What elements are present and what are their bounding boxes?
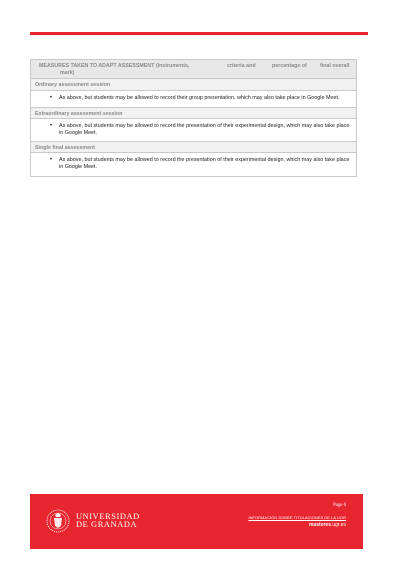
section-item-text: As above, but students may be allowed to record the presentation of their experimental design, which may also take place in Google Meet. xyxy=(59,157,350,171)
section-body-ordinary xyxy=(31,91,356,107)
header-col-criteria: criteria and xyxy=(227,63,256,69)
section-title-ordinary: Ordinary assessment session xyxy=(31,79,356,91)
bullet-icon: • xyxy=(50,157,53,164)
top-red-rule xyxy=(30,32,368,35)
section-title-single-final: Single final assessment xyxy=(31,141,356,153)
university-name-line1: UNIVERSIDAD xyxy=(76,512,140,521)
section-body-single-final xyxy=(31,153,356,176)
header-col-measures xyxy=(39,63,209,76)
university-seal-icon xyxy=(46,508,70,534)
section-title-extraordinary: Extraordinary assessment session xyxy=(31,107,356,119)
bullet-icon: • xyxy=(50,95,53,101)
header-col-final: final overall xyxy=(320,63,350,69)
section-body-extraordinary xyxy=(31,119,356,142)
bullet-icon: • xyxy=(50,122,53,129)
site-link-rest: .ugr.es xyxy=(330,522,346,528)
site-link-bold: masteres xyxy=(309,522,331,528)
site-link[interactable] xyxy=(309,522,346,528)
university-name xyxy=(76,513,140,530)
info-link[interactable]: INFORMACIÓN SOBRE TITULACIONES DE LA UGR xyxy=(248,515,346,520)
table-header xyxy=(31,60,356,79)
section-item-text: As above, but students may be allowed to record the presentation of their experimental design, which may also take place in Google Meet. xyxy=(59,122,350,136)
section-item-text: As above, but students may be allowed to record their group presentation, which may also take place in Google Meet. xyxy=(59,95,340,101)
page-number: Page 6 xyxy=(333,503,346,508)
header-col-measures-text: MEASURES TAKEN TO ADAPT ASSESSMENT (Instruments, xyxy=(39,63,190,69)
page-footer xyxy=(30,494,363,549)
header-col-measures-cont: mark) xyxy=(60,69,75,76)
assessment-table xyxy=(30,59,357,177)
header-col-percentage: percentage of xyxy=(272,63,307,69)
university-name-line2: DE GRANADA xyxy=(76,520,138,530)
